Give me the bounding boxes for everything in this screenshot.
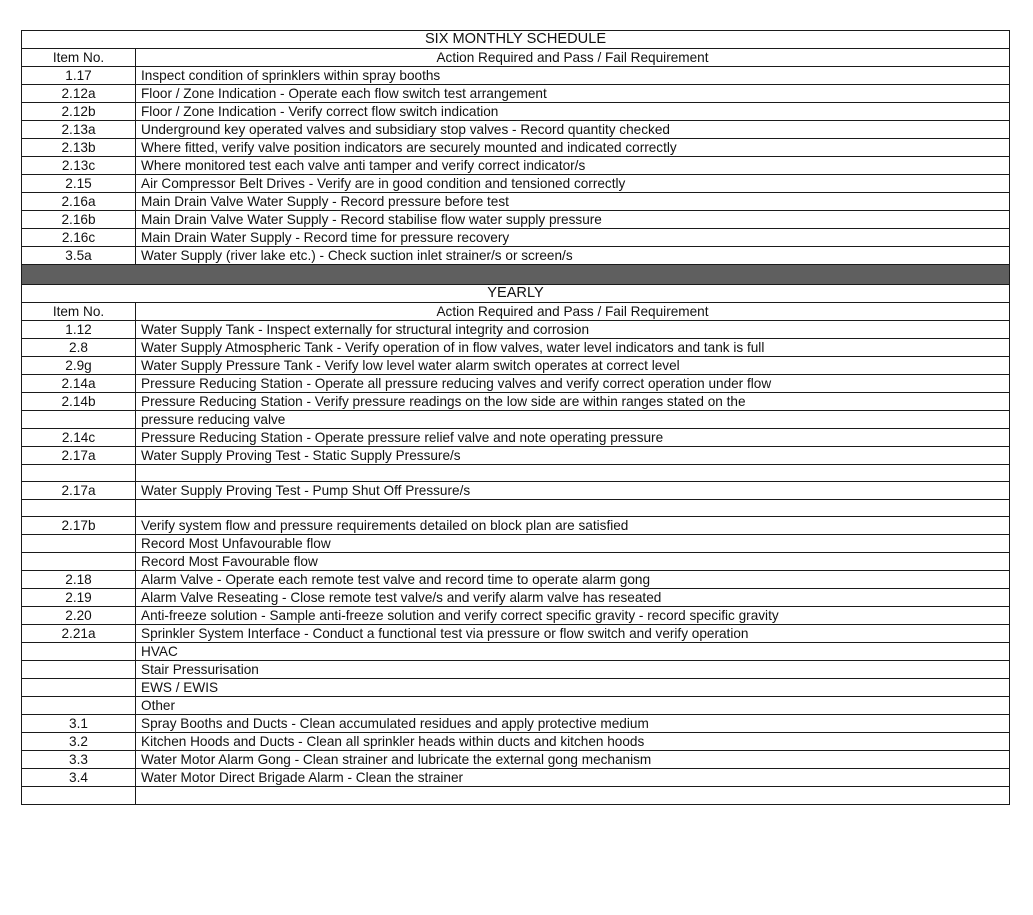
section-title-row	[22, 31, 1010, 49]
table-row	[22, 607, 1010, 625]
action-cell: Where monitored test each valve anti tamper and verify correct indicator/s	[136, 157, 1010, 175]
item-number-cell: 2.16b	[22, 211, 136, 229]
item-number-cell	[22, 643, 136, 661]
table-row	[22, 571, 1010, 589]
action-cell: Water Motor Direct Brigade Alarm - Clean the strainer	[136, 769, 1010, 787]
action-cell: Anti-freeze solution - Sample anti-freeze solution and verify correct specific gravity - record specific gravity	[136, 607, 1010, 625]
table-row	[22, 121, 1010, 139]
item-number-cell: 2.14a	[22, 375, 136, 393]
table-row	[22, 500, 1010, 517]
item-number-cell	[22, 553, 136, 571]
action-cell	[136, 500, 1010, 517]
table-row	[22, 411, 1010, 429]
item-number-cell	[22, 535, 136, 553]
table-row	[22, 393, 1010, 411]
item-number-cell: 2.17a	[22, 447, 136, 465]
action-cell: Inspect condition of sprinklers within spray booths	[136, 67, 1010, 85]
action-cell: Main Drain Valve Water Supply - Record pressure before test	[136, 193, 1010, 211]
table-row	[22, 733, 1010, 751]
action-cell: EWS / EWIS	[136, 679, 1010, 697]
column-header-action: Action Required and Pass / Fail Requirement	[136, 49, 1010, 67]
item-number-cell: 2.14b	[22, 393, 136, 411]
item-number-cell	[22, 697, 136, 715]
action-cell: Main Drain Valve Water Supply - Record stabilise flow water supply pressure	[136, 211, 1010, 229]
table-row	[22, 679, 1010, 697]
table-row	[22, 482, 1010, 500]
table-row	[22, 357, 1010, 375]
item-number-cell	[22, 661, 136, 679]
column-header-item-no: Item No.	[22, 49, 136, 67]
item-number-cell: 2.8	[22, 339, 136, 357]
table-row	[22, 103, 1010, 121]
section-title: SIX MONTHLY SCHEDULE	[22, 31, 1010, 49]
action-cell: Where fitted, verify valve position indicators are securely mounted and indicated correctly	[136, 139, 1010, 157]
table-row	[22, 375, 1010, 393]
item-number-cell: 2.13a	[22, 121, 136, 139]
table-row	[22, 715, 1010, 733]
table-row	[22, 211, 1010, 229]
table-row	[22, 697, 1010, 715]
action-cell: Water Supply Pressure Tank - Verify low level water alarm switch operates at correct level	[136, 357, 1010, 375]
table-row	[22, 139, 1010, 157]
table-row	[22, 465, 1010, 482]
item-number-cell	[22, 679, 136, 697]
item-number-cell	[22, 787, 136, 804]
schedule-sheet	[21, 30, 1009, 805]
action-cell: Pressure Reducing Station - Operate pressure relief valve and note operating pressure	[136, 429, 1010, 447]
item-number-cell	[22, 465, 136, 482]
action-cell	[136, 465, 1010, 482]
table-row	[22, 247, 1010, 265]
action-cell: Floor / Zone Indication - Operate each flow switch test arrangement	[136, 85, 1010, 103]
table-row	[22, 643, 1010, 661]
schedule-table-body	[22, 31, 1010, 805]
table-row	[22, 625, 1010, 643]
item-number-cell: 2.9g	[22, 357, 136, 375]
table-row	[22, 661, 1010, 679]
table-row	[22, 229, 1010, 247]
item-number-cell: 2.16a	[22, 193, 136, 211]
item-number-cell: 2.12a	[22, 85, 136, 103]
action-cell: Other	[136, 697, 1010, 715]
table-row	[22, 85, 1010, 103]
item-number-cell	[22, 411, 136, 429]
action-cell: Pressure Reducing Station - Operate all pressure reducing valves and verify correct operation under flow	[136, 375, 1010, 393]
column-header-row	[22, 303, 1010, 321]
table-row	[22, 67, 1010, 85]
item-number-cell: 2.17b	[22, 517, 136, 535]
action-cell: Alarm Valve Reseating - Close remote test valve/s and verify alarm valve has reseated	[136, 589, 1010, 607]
action-cell: Spray Booths and Ducts - Clean accumulated residues and apply protective medium	[136, 715, 1010, 733]
item-number-cell: 3.2	[22, 733, 136, 751]
table-row	[22, 535, 1010, 553]
action-cell: pressure reducing valve	[136, 411, 1010, 429]
item-number-cell: 2.12b	[22, 103, 136, 121]
section-title-row	[22, 285, 1010, 303]
action-cell: Water Supply Proving Test - Pump Shut Off Pressure/s	[136, 482, 1010, 500]
action-cell: Stair Pressurisation	[136, 661, 1010, 679]
action-cell	[136, 787, 1010, 804]
item-number-cell: 1.12	[22, 321, 136, 339]
action-cell: Main Drain Water Supply - Record time for pressure recovery	[136, 229, 1010, 247]
action-cell: Air Compressor Belt Drives - Verify are in good condition and tensioned correctly	[136, 175, 1010, 193]
table-row	[22, 157, 1010, 175]
item-number-cell: 3.4	[22, 769, 136, 787]
item-number-cell: 2.17a	[22, 482, 136, 500]
item-number-cell: 2.16c	[22, 229, 136, 247]
column-header-item-no: Item No.	[22, 303, 136, 321]
action-cell: Record Most Unfavourable flow	[136, 535, 1010, 553]
action-cell: Kitchen Hoods and Ducts - Clean all sprinkler heads within ducts and kitchen hoods	[136, 733, 1010, 751]
table-row	[22, 429, 1010, 447]
item-number-cell: 2.18	[22, 571, 136, 589]
item-number-cell: 2.20	[22, 607, 136, 625]
table-row	[22, 589, 1010, 607]
item-number-cell: 2.15	[22, 175, 136, 193]
action-cell: Floor / Zone Indication - Verify correct flow switch indication	[136, 103, 1010, 121]
table-row	[22, 517, 1010, 535]
table-row	[22, 339, 1010, 357]
action-cell: Water Supply Tank - Inspect externally for structural integrity and corrosion	[136, 321, 1010, 339]
table-row	[22, 193, 1010, 211]
table-row	[22, 321, 1010, 339]
item-number-cell: 3.3	[22, 751, 136, 769]
table-row	[22, 553, 1010, 571]
action-cell: Sprinkler System Interface - Conduct a functional test via pressure or flow switch and verify operation	[136, 625, 1010, 643]
item-number-cell	[22, 500, 136, 517]
action-cell: Alarm Valve - Operate each remote test valve and record time to operate alarm gong	[136, 571, 1010, 589]
section-divider	[22, 265, 1010, 285]
table-row	[22, 175, 1010, 193]
table-row	[22, 769, 1010, 787]
section-divider-cell	[22, 265, 1010, 285]
action-cell: Water Supply Proving Test - Static Supply Pressure/s	[136, 447, 1010, 465]
action-cell: Water Motor Alarm Gong - Clean strainer and lubricate the external gong mechanism	[136, 751, 1010, 769]
item-number-cell: 3.1	[22, 715, 136, 733]
action-cell: Underground key operated valves and subsidiary stop valves - Record quantity checked	[136, 121, 1010, 139]
section-title: YEARLY	[22, 285, 1010, 303]
table-row	[22, 447, 1010, 465]
column-header-action: Action Required and Pass / Fail Requirement	[136, 303, 1010, 321]
action-cell: Pressure Reducing Station - Verify pressure readings on the low side are within ranges stated on the	[136, 393, 1010, 411]
action-cell: Verify system flow and pressure requirements detailed on block plan are satisfied	[136, 517, 1010, 535]
table-row	[22, 787, 1010, 804]
item-number-cell: 1.17	[22, 67, 136, 85]
action-cell: Record Most Favourable flow	[136, 553, 1010, 571]
item-number-cell: 2.19	[22, 589, 136, 607]
action-cell: Water Supply Atmospheric Tank - Verify operation of in flow valves, water level indicators and tank is full	[136, 339, 1010, 357]
action-cell: Water Supply (river lake etc.) - Check suction inlet strainer/s or screen/s	[136, 247, 1010, 265]
action-cell: HVAC	[136, 643, 1010, 661]
table-row	[22, 751, 1010, 769]
item-number-cell: 3.5a	[22, 247, 136, 265]
schedule-table	[21, 30, 1010, 805]
item-number-cell: 2.13b	[22, 139, 136, 157]
column-header-row	[22, 49, 1010, 67]
item-number-cell: 2.14c	[22, 429, 136, 447]
item-number-cell: 2.13c	[22, 157, 136, 175]
item-number-cell: 2.21a	[22, 625, 136, 643]
